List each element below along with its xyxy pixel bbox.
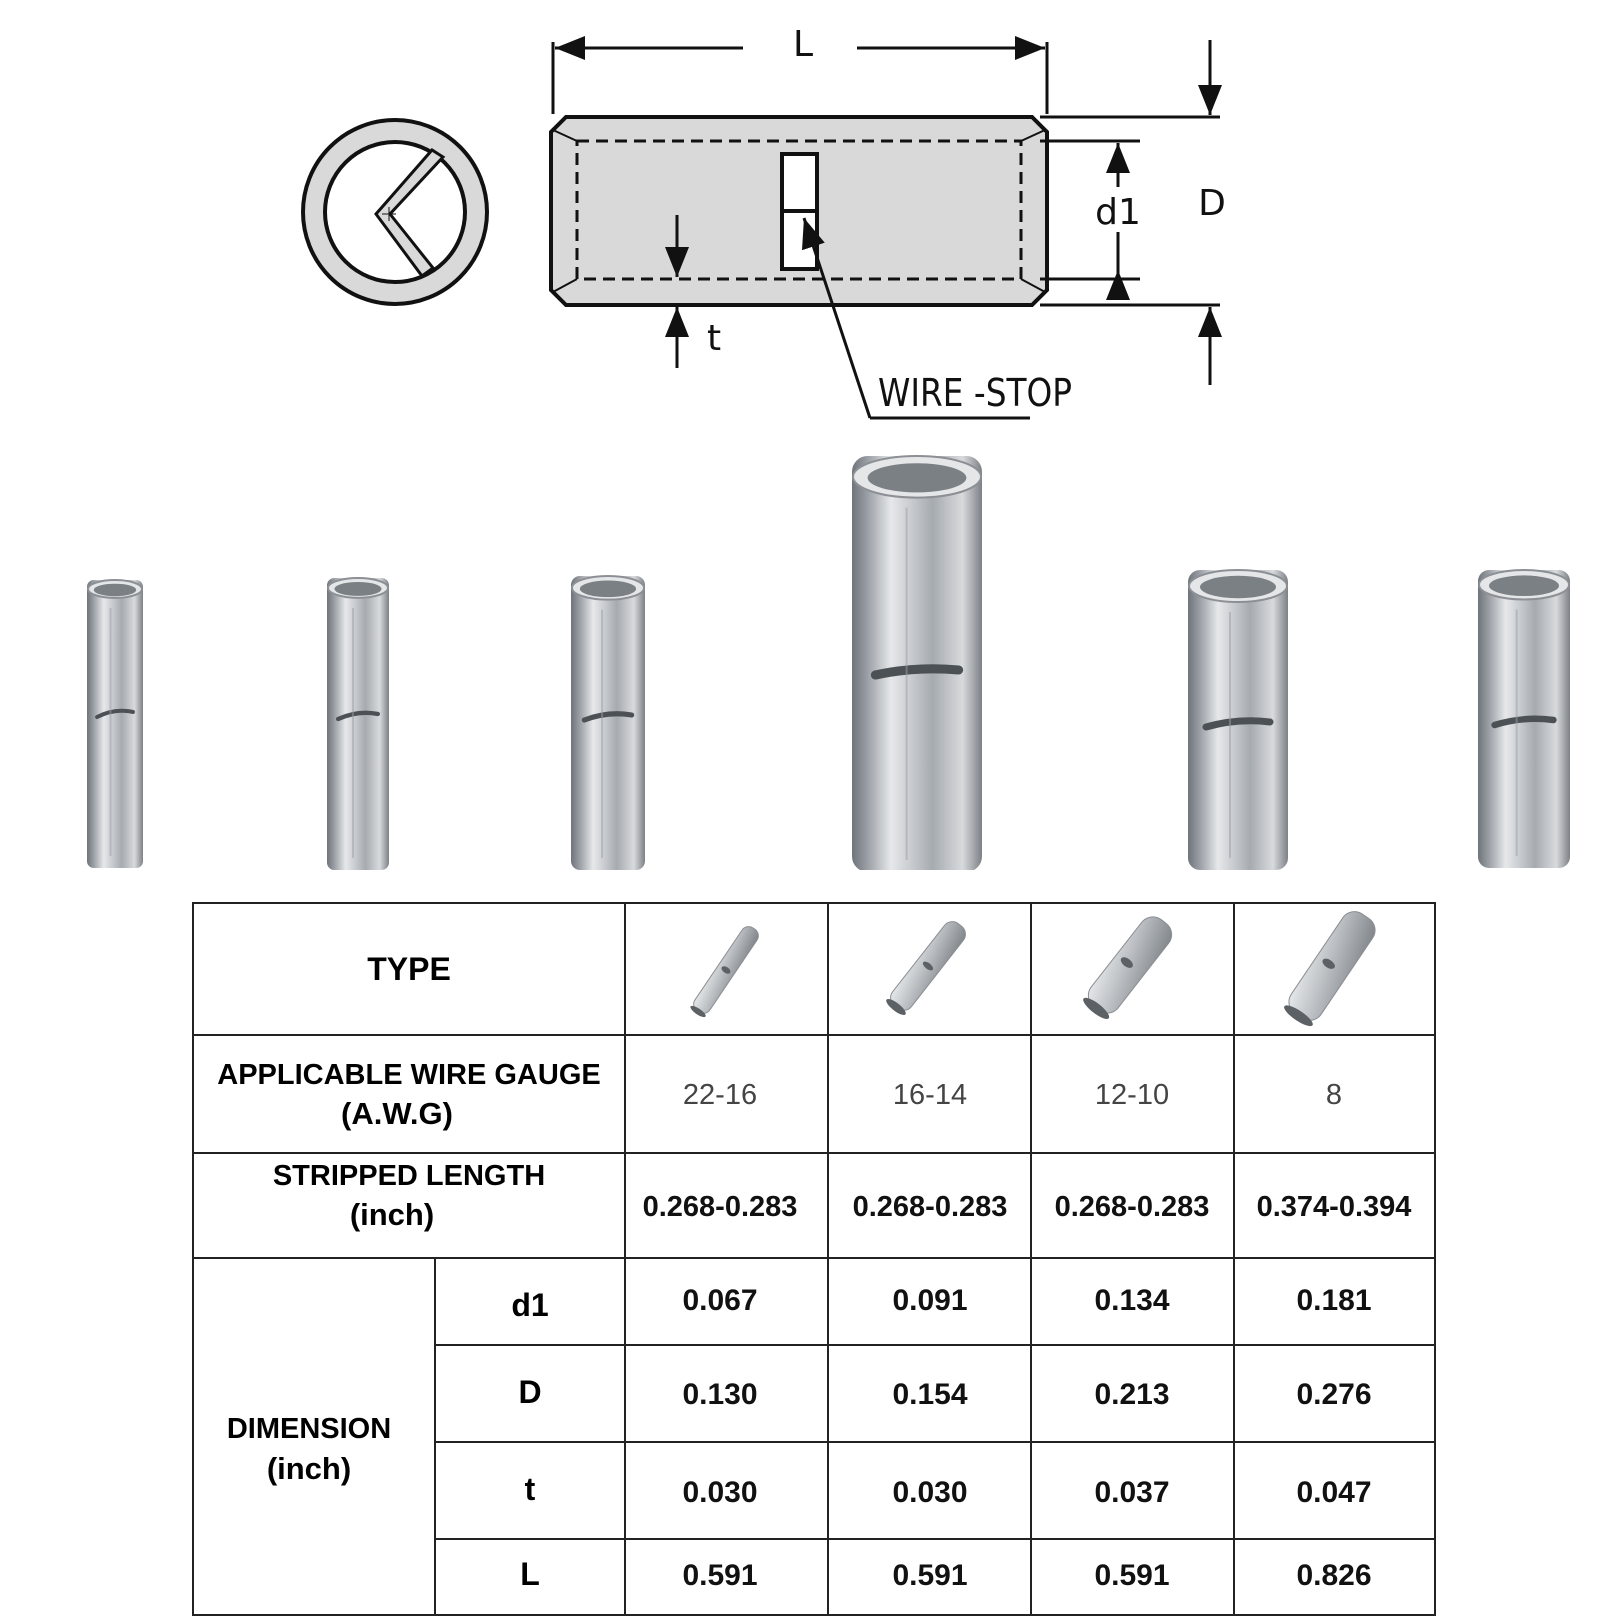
product-tube-2: [327, 578, 389, 870]
cell-D-1: 0.130: [682, 1378, 758, 1411]
gauge-header-line1: APPLICABLE WIRE GAUGE: [217, 1059, 601, 1091]
cell-D-4: 0.276: [1296, 1378, 1372, 1411]
table-values: [643, 1079, 1412, 1592]
label-t: t: [706, 318, 722, 359]
side-view-tube: [551, 117, 1047, 305]
dimension-d1: [1040, 141, 1141, 281]
cell-gauge-2: 16-14: [892, 1079, 968, 1111]
cell-d1-2: 0.091: [892, 1284, 968, 1317]
cell-stripped-3: 0.268-0.283: [1054, 1191, 1210, 1223]
cell-gauge-4: 8: [1325, 1079, 1343, 1111]
technical-drawing: [0, 0, 1618, 440]
type-header: TYPE: [367, 951, 451, 987]
product-tube-1: [87, 580, 143, 868]
type-thumbnail-8: [1281, 906, 1381, 1030]
cell-d1-4: 0.181: [1296, 1284, 1372, 1317]
spec-table: [192, 902, 1436, 1616]
label-wire-stop: WIRE -STOP: [878, 371, 1072, 415]
label-d1: d1: [1095, 192, 1141, 233]
dim-label-L: L: [520, 1556, 540, 1592]
cell-stripped-2: 0.268-0.283: [852, 1191, 1008, 1223]
type-thumbnail-12-10: [1080, 911, 1178, 1023]
cell-t-3: 0.037: [1094, 1476, 1170, 1509]
stripped-header-line1: STRIPPED LENGTH: [272, 1160, 546, 1192]
cell-gauge-3: 12-10: [1094, 1079, 1170, 1111]
gauge-header-line2: (A.W.G): [341, 1096, 453, 1131]
label-D: D: [1198, 183, 1226, 224]
cell-D-2: 0.154: [892, 1378, 968, 1411]
product-tube-5: [1188, 570, 1288, 870]
label-L: L: [792, 24, 814, 65]
dimension-L: [553, 24, 1047, 114]
dim-label-t: t: [524, 1471, 536, 1507]
cell-t-1: 0.030: [682, 1476, 758, 1509]
dim-label-D: D: [518, 1374, 542, 1410]
cell-t-2: 0.030: [892, 1476, 968, 1509]
table-grid: [193, 903, 1435, 1615]
cell-L-3: 0.591: [1094, 1559, 1170, 1592]
cell-L-2: 0.591: [892, 1559, 968, 1592]
cell-D-3: 0.213: [1094, 1378, 1170, 1411]
product-tube-3: [571, 576, 645, 870]
cell-d1-3: 0.134: [1094, 1284, 1170, 1317]
product-tube-4: [852, 456, 982, 870]
cell-t-4: 0.047: [1296, 1476, 1372, 1509]
end-view-ring: [303, 120, 487, 304]
dimension-header-line2: (inch): [266, 1451, 352, 1486]
product-tube-6: [1478, 570, 1570, 868]
type-thumbnail-16-14: [884, 918, 969, 1018]
cell-d1-1: 0.067: [682, 1284, 758, 1317]
dim-label-d1: d1: [511, 1287, 549, 1323]
type-thumbnail-22-16: [689, 924, 762, 1019]
dimension-header-line1: DIMENSION: [226, 1413, 392, 1445]
cell-stripped-4: 0.374-0.394: [1256, 1191, 1412, 1223]
cell-L-4: 0.826: [1296, 1559, 1372, 1592]
cell-stripped-1: 0.268-0.283: [642, 1191, 798, 1223]
product-photos: [0, 440, 1618, 870]
cell-L-1: 0.591: [682, 1559, 758, 1592]
cell-gauge-1: 22-16: [682, 1079, 758, 1111]
stripped-header-line2: (inch): [349, 1197, 435, 1232]
